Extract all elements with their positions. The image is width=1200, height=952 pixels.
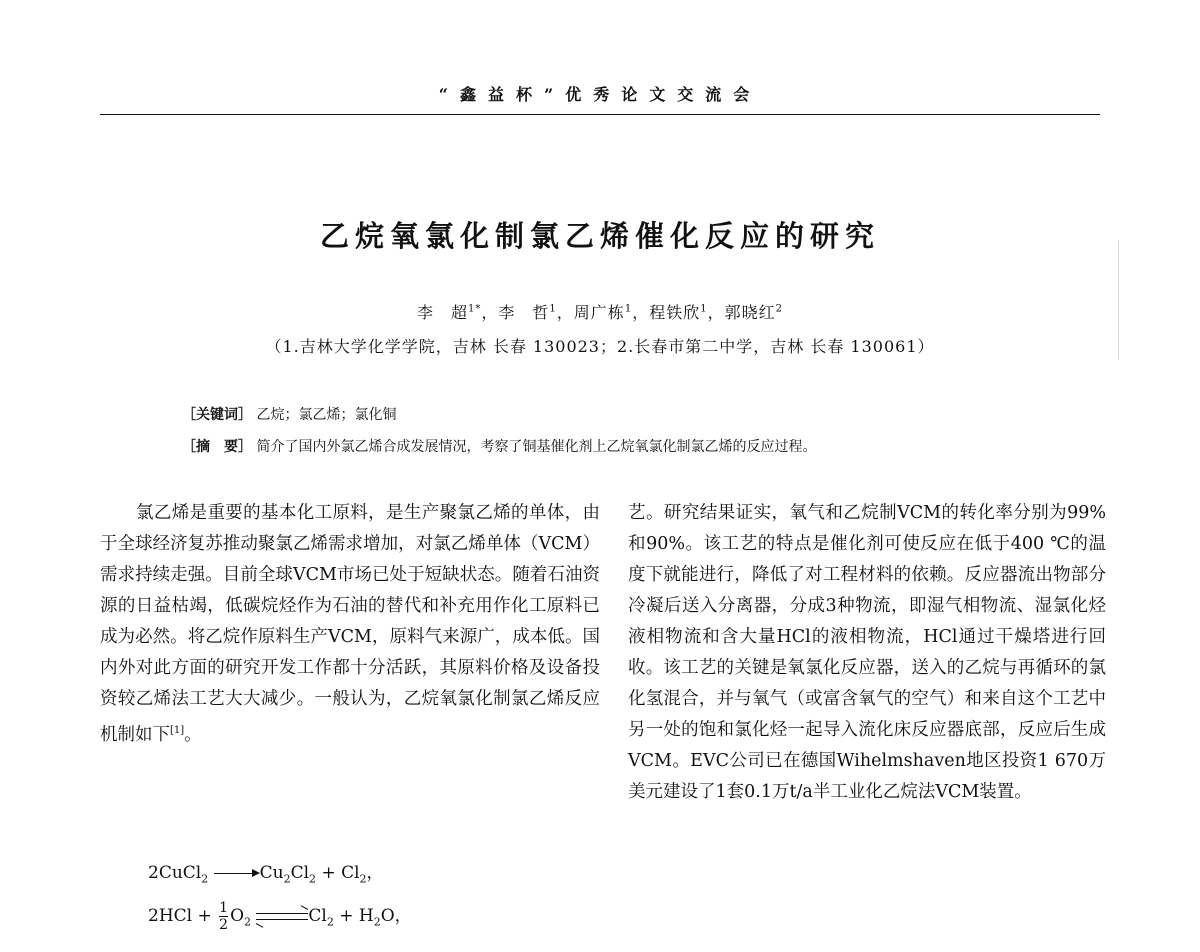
equation-1: 2CuCl$_2$ $Cu_2Cl_2 + Cl_2$， [148,863,384,886]
keywords-label: ［关键词］ [182,407,252,423]
right-column [628,498,1106,808]
body-paragraph: 氯乙烯是重要的基本化工原料，是生产聚氯乙烯的单体，由于全球经济复苏推动聚氯乙烯需求增加，对氯乙烯单体（VCM）需求持续走强。目前全球VCM市场已处于短缺状态。随着石油资源的日益枯竭，低碳烷烃作为石油的替代和补充用作化工原料已成为必然。将乙烷作原料生产VCM，原料气来源广，成本低。国内外对此方面的研究开发工作都十分活跃，其原料价格及设备投资较乙烯法工艺大大减少。一般认为，乙烷氧氯化制氯乙烯反应机制如下[1]。 [100,503,600,745]
equation-2: 2HCl + $\frac{1}{2}$ $O_2$ $Cl_2 + H_2O$， [148,900,412,933]
author: 郭晓红$^2$ [724,303,783,322]
equilibrium-arrow-icon [256,911,308,923]
author: 周广栋$^1$ [573,303,633,322]
author-list: 李 超$^{1*}$，李 哲$^1$，周广栋$^1$，程铁欣$^1$，郭晓红$^2$ [416,303,783,322]
body-paragraph: 艺。研究结果证实，氧气和乙烷制VCM的转化率分别为99%和90%。该工艺的特点是催化剂可使反应在低于400 ℃的温度下就能进行，降低了对工程材料的依赖。反应器流出物部分冷凝后送入分离器，分成3种物流，即湿气相物流、湿氯化烃液相物流和含大量HCl的液相物流，HCl通过干燥塔进行回收。该工艺的关键是氧氯化反应器，送入的乙烷与再循环的氯化氢混合，并与氧气（或富含氧气的空气）和来自这个工艺中另一处的饱和氯化烃一起导入流化床反应器底部，反应后生成VCM。EVC公司已在德国Wihelmshaven地区投资1 670万美元建设了1套0.1万t/a半工业化乙烷法VCM装置。 [628,503,1106,802]
author: 李 哲$^1$ [498,303,557,322]
abstract-text: 简介了国内外氯乙烯合成发展情况，考察了铜基催化剂上乙烷氧氯化制氯乙烯的反应过程。 [256,439,817,455]
page-edge-mark [1118,240,1119,360]
fraction: $\frac{1}{2}$ [219,900,229,933]
reaction-arrow-icon [214,869,260,879]
abstract-label: ［摘 要］ [182,439,252,455]
keywords-text: 乙烷；氯乙烯；氯化铜 [256,407,397,423]
abstract-line [182,436,816,456]
header-rule [100,114,1100,115]
author: 程铁欣$^1$ [649,303,708,322]
left-column [100,498,600,751]
affiliations: （1.吉林大学化学学院，吉林 长春 130023；2.长春市第二中学，吉林 长春 130061） [265,337,935,356]
citation-ref: [1] [170,725,185,736]
keywords-line [182,404,396,424]
paper-title: 乙烷氧氯化制氯乙烯催化反应的研究 [319,219,880,253]
running-header: “鑫益杯”优秀论文交流会 [438,85,762,104]
author: 李 超$^{1*}$ [416,303,482,322]
